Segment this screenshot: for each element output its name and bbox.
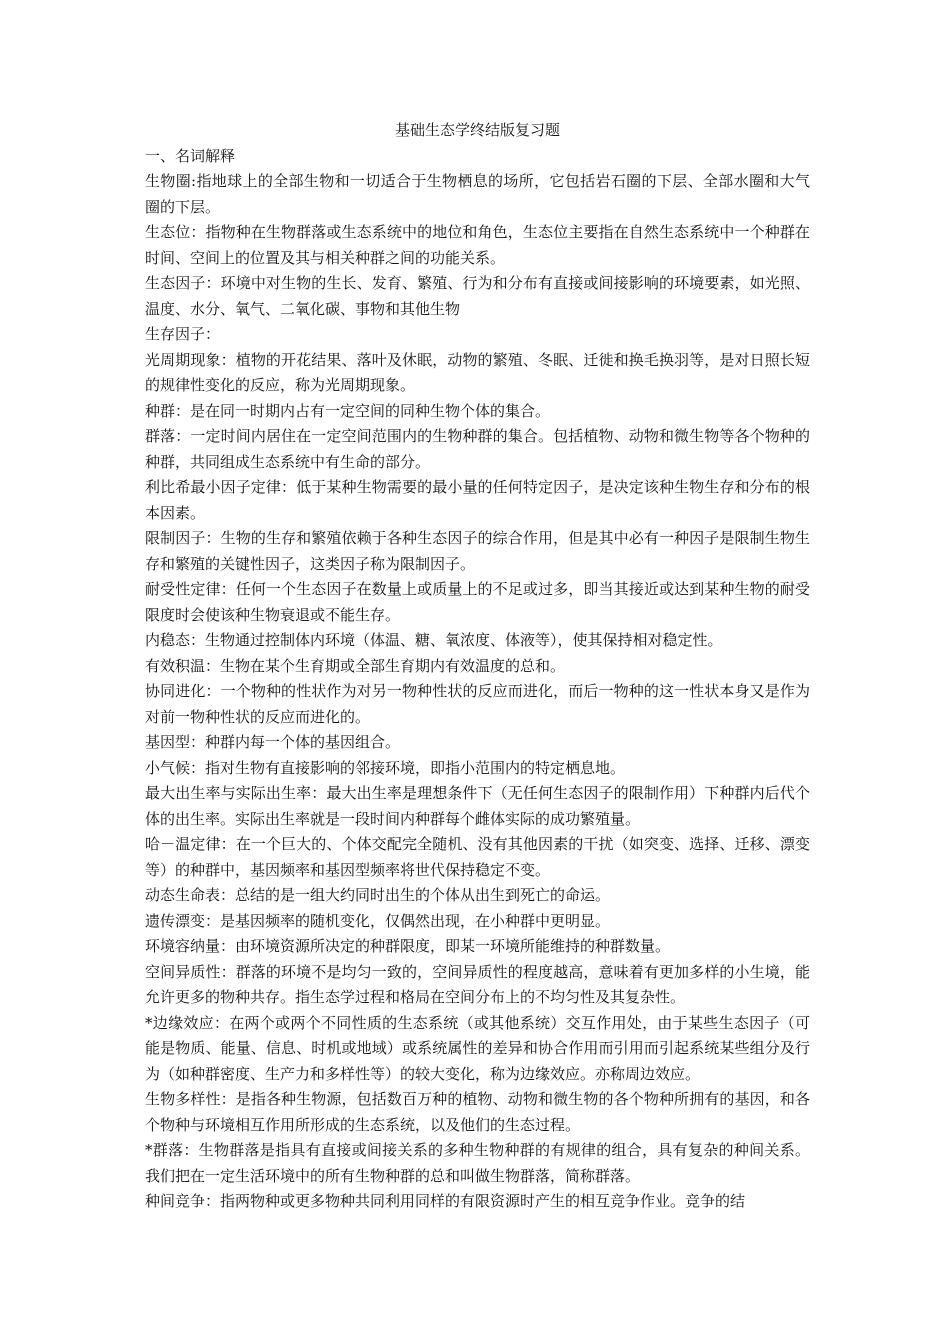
entry-definition: 最大出生率是理想条件下（无任何生态因子的限制作用）下种群内后代个体的出生率。实际出生率就是一段时间内种群每个雌体实际的成功繁殖量。 xyxy=(145,784,810,828)
entry-term: 光周期现象： xyxy=(145,350,236,369)
entry-term: 环境容纳量： xyxy=(145,937,236,955)
entry-term: 生存因子： xyxy=(145,325,221,343)
entry-term: *群落： xyxy=(145,1141,199,1159)
entry-definition: 任何一个生态因子在数量上或质量上的不足或过多，即当其接近或达到某种生物的耐受限度时会使该种生物衰退或不能生存。 xyxy=(145,580,810,624)
entry-term: 最大出生率与实际出生率： xyxy=(145,784,327,802)
entry-definition: 是在同一时期内占有一定空间的同种生物个体的集合。 xyxy=(190,401,551,420)
entry-spatial-heterogeneity xyxy=(145,960,810,1011)
entry-term: 动态生命表： xyxy=(145,886,236,904)
entry-term: 空间异质性： xyxy=(145,962,236,981)
entry-term: 生物多样性： xyxy=(145,1090,236,1108)
entry-definition: 在两个或两个不同性质的生态系统（或其他系统）交互作用处，由于某些生态因子（可能是物质、能量、信息、时机或地域）或系统属性的差异和协合作用而引用而引起系统某些组分及行为（如种群密度、生产力和多样性等）的较大变化，称为边缘效应。亦称周边效应。 xyxy=(145,1013,810,1083)
document-body xyxy=(145,118,810,1215)
entry-community xyxy=(145,424,810,475)
entry-microclimate xyxy=(145,756,810,782)
entry-definition: 环境中对生物的生长、发育、繁殖、行为和分布有直接或间接影响的环境要素，如光照、温度、水分、氧气、二氧化碳、事物和其他生物 xyxy=(145,274,810,318)
entry-term: 小气候： xyxy=(145,758,206,777)
entry-definition: 生物在某个生育期或全部生育期内有效温度的总和。 xyxy=(220,656,566,675)
entry-definition: 生物群落是指具有直接或间接关系的多种生物种群的有规律的组合，具有复杂的种间关系。我们把在一定生活环境中的所有生物种群的总和叫做生物群落，简称群落。 xyxy=(145,1141,810,1185)
entry-homeostasis xyxy=(145,628,810,654)
entry-birth-rate xyxy=(145,781,810,832)
entry-coevolution xyxy=(145,679,810,730)
entry-definition: 是指各种生物源，包括数百万种的植物、动物和微生物的各个物种所拥有的基因，和各个物种与环境相互作用所形成的生态系统，以及他们的生态过程。 xyxy=(145,1090,810,1134)
entry-term: 基因型： xyxy=(145,733,206,751)
entry-dynamic-life-table xyxy=(145,883,810,909)
entry-definition: 一个物种的性状作为对另一物种性状的反应而进化，而后一物种的这一性状本身又是作为对前一物种性状的反应而进化的。 xyxy=(145,682,810,726)
entry-definition: 由环境资源所决定的种群限度，即某一环境所能维持的种群数量。 xyxy=(235,937,671,955)
entry-term: 生态位： xyxy=(145,223,206,241)
document-title: 基础生态学终结版复习题 xyxy=(394,121,560,139)
entry-biodiversity xyxy=(145,1087,810,1138)
entry-term: 种间竞争： xyxy=(145,1192,221,1210)
entry-limiting-factor xyxy=(145,526,810,577)
entry-term: 生物圈: xyxy=(145,172,197,190)
entry-community-2 xyxy=(145,1138,810,1189)
entry-survival-factor xyxy=(145,322,810,348)
entry-definition: 生物的生存和繁殖依赖于各种生态因子的综合作用，但是其中必有一种因子是限制生物生存和繁殖的关键性因子，这类因子称为限制因子。 xyxy=(145,529,810,573)
entry-definition: 指物种在生物群落或生态系统中的地位和角色，生态位主要指在自然生态系统中一个种群在时间、空间上的位置及其与相关种群之间的功能关系。 xyxy=(145,223,810,267)
entry-term: 有效积温： xyxy=(145,656,221,675)
entry-tolerance-law xyxy=(145,577,810,628)
entry-definition: 是基因频率的随机变化，仅偶然出现，在小种群中更明显。 xyxy=(220,911,611,930)
entry-definition: 指两物种或更多物种共同利用同样的有限资源时产生的相互竞争作业。竞争的结 xyxy=(220,1192,746,1210)
section-heading: 一、名词解释 xyxy=(145,146,236,165)
entry-term: 协同进化： xyxy=(145,682,221,700)
entry-term: 限制因子： xyxy=(145,529,221,547)
entry-term: *边缘效应： xyxy=(145,1013,230,1032)
entry-term: 生态因子： xyxy=(145,274,221,292)
entry-hardy-weinberg xyxy=(145,832,810,883)
entry-edge-effect xyxy=(145,1011,810,1088)
entry-photoperiodism xyxy=(145,348,810,399)
entry-liebig-law xyxy=(145,475,810,526)
entry-genotype xyxy=(145,730,810,756)
entry-definition: 生物通过控制体内环境（体温、糖、氧浓度、体液等），使其保持相对稳定性。 xyxy=(205,631,723,649)
entry-term: 哈－温定律： xyxy=(145,835,236,853)
entry-definition: 指地球上的全部生物和一切适合于生物栖息的场所，它包括岩石圈的下层、全部水圈和大气圈的下层。 xyxy=(145,172,810,216)
entry-definition: 指对生物有直接影响的邻接环境，即指小范围内的特定栖息地。 xyxy=(205,758,626,777)
entry-definition: 总结的是一组大约同时出生的个体从出生到死亡的命运。 xyxy=(235,886,611,904)
entry-interspecific-competition xyxy=(145,1189,810,1215)
entry-term: 耐受性定律： xyxy=(145,580,236,598)
entry-definition: 植物的开花结果、落叶及休眠，动物的繁殖、冬眠、迁徙和换毛换羽等，是对日照长短的规律性变化的反应，称为光周期现象。 xyxy=(145,350,810,394)
entry-definition: 低于某种生物需要的最小量的任何特定因子，是决定该种生物生存和分布的根本因素。 xyxy=(145,478,810,522)
entry-definition: 一定时间内居住在一定空间范围内的生物种群的集合。包括植物、动物和微生物等各个物种的种群，共同组成生态系统中有生命的部分。 xyxy=(145,427,810,471)
entry-term: 利比希最小因子定律： xyxy=(145,478,297,496)
entry-definition: 群落的环境不是均匀一致的，空间异质性的程度越高，意味着有更加多样的小生境，能允许更多的物种共存。指生态学过程和格局在空间分布上的不均匀性及其复杂性。 xyxy=(145,962,810,1006)
entry-definition: 在一个巨大的、个体交配完全随机、没有其他因素的干扰（如突变、选择、迁移、漂变等）的种群中，基因频率和基因型频率将世代保持稳定不变。 xyxy=(145,835,810,879)
entry-effective-temperature xyxy=(145,654,810,680)
entry-term: 种群： xyxy=(145,401,191,420)
entry-definition: 种群内每一个体的基因组合。 xyxy=(205,733,401,751)
entry-term: 群落： xyxy=(145,427,191,445)
entry-carrying-capacity xyxy=(145,934,810,960)
entry-genetic-drift xyxy=(145,909,810,935)
entry-population xyxy=(145,399,810,425)
entry-term: 遗传漂变： xyxy=(145,911,221,930)
entry-biosphere xyxy=(145,169,810,220)
entry-niche xyxy=(145,220,810,271)
entry-term: 内稳态： xyxy=(145,631,206,649)
entry-ecological-factor xyxy=(145,271,810,322)
